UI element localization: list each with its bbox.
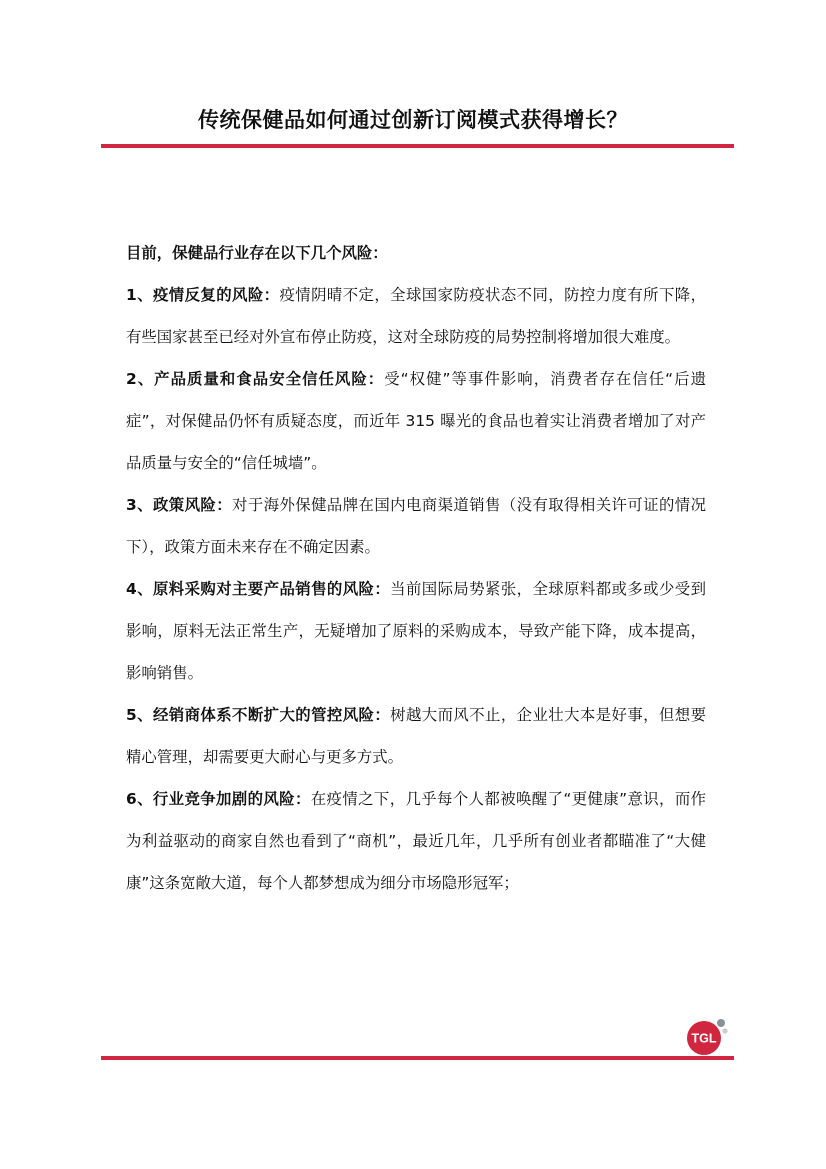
risk-item-4-lead: 4、原料采购对主要产品销售的风险： (126, 580, 391, 598)
bottom-divider (101, 1056, 734, 1060)
risk-item-3-text: 对于海外保健品牌在国内电商渠道销售（没有取得相关许可证的情况下），政策方面未来存在不确定因素。 (126, 496, 706, 556)
risk-item-3-lead: 3、政策风险： (126, 496, 233, 514)
intro-paragraph: 目前，保健品行业存在以下几个风险： (126, 244, 388, 262)
risk-item-2-text: 受“权健”等事件影响，消费者存在信任“后遗症”，对保健品仍怀有质疑态度，而近年 315 曝光的食品也着实让消费者增加了对产品质量与安全的“信任城墙”。 (126, 370, 707, 472)
risk-item-5 (126, 694, 706, 778)
top-divider (101, 144, 734, 148)
risk-item-6-lead: 6、行业竞争加剧的风险： (126, 790, 311, 808)
risk-item-4 (126, 568, 706, 694)
risk-item-4-text: 当前国际局势紧张，全球原料都或多或少受到影响，原料无法正常生产，无疑增加了原料的采购成本，导致产能下降，成本提高，影响销售。 (126, 580, 706, 682)
tgl-logo (685, 1014, 729, 1058)
logo-dot-large (717, 1019, 725, 1027)
logo-dot-small (722, 1028, 727, 1033)
page-title: 传统保健品如何通过创新订阅模式获得增长？ (198, 108, 628, 132)
document-body (126, 232, 706, 904)
risk-item-2 (126, 358, 706, 484)
risk-item-3 (126, 484, 706, 568)
risk-item-1-lead: 1、疫情反复的风险： (126, 286, 280, 304)
logo-text: TGL (691, 1031, 717, 1046)
risk-item-1 (126, 274, 706, 358)
risk-item-2-lead: 2、产品质量和食品安全信任风险： (126, 370, 385, 388)
risk-item-1-text: 疫情阴晴不定，全球国家防疫状态不同，防控力度有所下降，有些国家甚至已经对外宣布停止防疫，这对全球防疫的局势控制将增加很大难度。 (126, 286, 706, 346)
risk-item-5-lead: 5、经销商体系不断扩大的管控风险： (126, 706, 391, 724)
risk-item-6-text: 在疫情之下，几乎每个人都被唤醒了“更健康”意识，而作为利益驱动的商家自然也看到了“商机”，最近几年，几乎所有创业者都瞄准了“大健康”这条宽敞大道，每个人都梦想成为细分市场隐形冠军； (126, 790, 706, 892)
risk-item-5-text: 树越大而风不止，企业壮大本是好事，但想要精心管理，却需要更大耐心与更多方式。 (126, 706, 706, 766)
risk-item-6 (126, 778, 706, 904)
